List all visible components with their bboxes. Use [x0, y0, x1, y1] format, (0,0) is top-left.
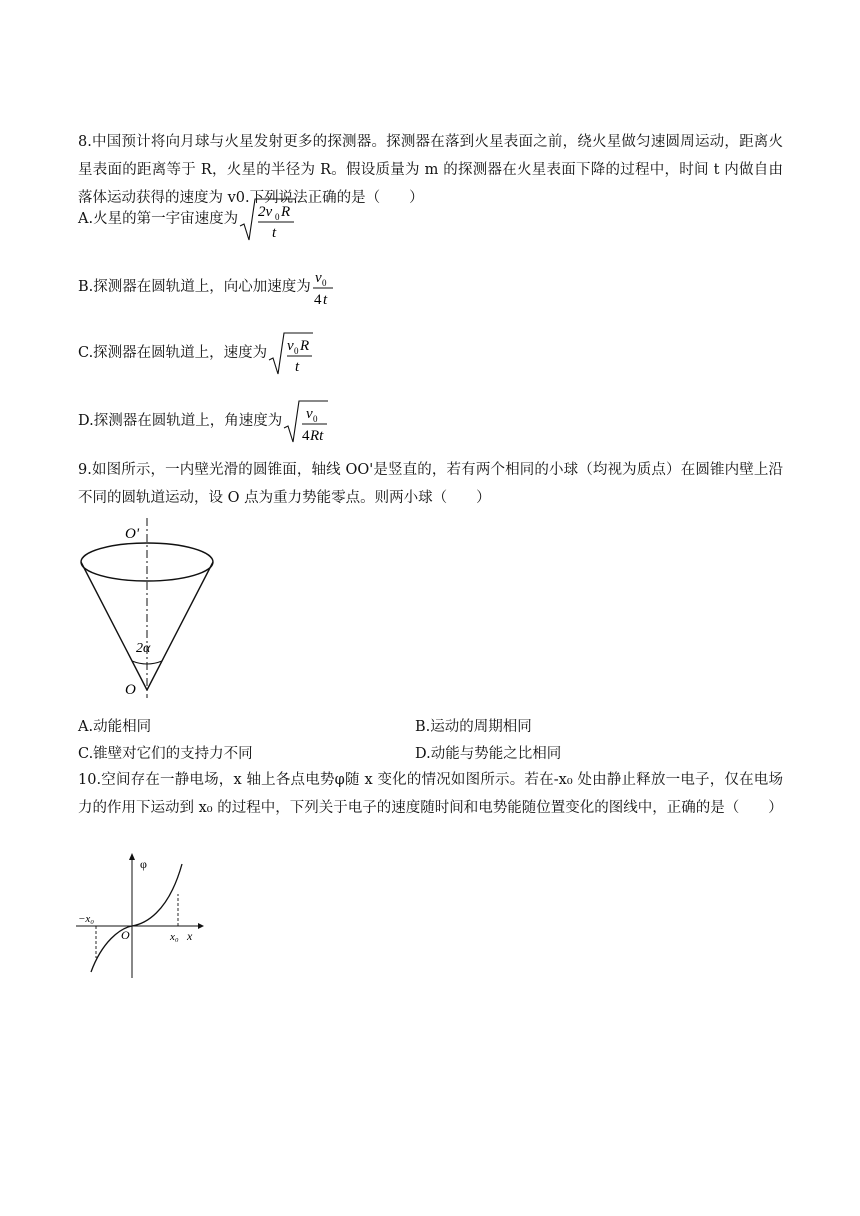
svg-text:R: R	[300, 338, 310, 354]
cone-angle-label: 2α	[136, 641, 151, 656]
q8-option-c-formula	[267, 330, 315, 376]
q8-option-d-formula	[282, 398, 330, 444]
q9-option-b: B.运动的周期相同	[415, 719, 532, 735]
q9-stem: 9.如图所示，一内壁光滑的圆锥面，轴线 OO'是竖直的，若有两个相同的小球（均视为质点）在圆锥内壁上沿不同的圆轨道运动，设 O 点为重力势能零点。则两小球（ ）	[78, 462, 783, 506]
q8-option-c-label: C.探测器在圆轨道上，速度为	[78, 345, 268, 361]
phi-axis-label: φ	[140, 857, 147, 871]
q8-option-b-formula	[311, 266, 335, 308]
q9-option-d: D.动能与势能之比相同	[415, 746, 562, 762]
svg-text:4: 4	[302, 428, 310, 444]
svg-text:t: t	[322, 292, 327, 308]
svg-text:0: 0	[275, 212, 280, 222]
q8-option-a-label: A.火星的第一宇宙速度为	[78, 211, 239, 227]
q9-option-c: C.锥壁对它们的支持力不同	[78, 746, 253, 762]
svg-text:4: 4	[313, 292, 322, 308]
svg-text:v: v	[287, 338, 294, 354]
q8-option-b	[78, 266, 335, 308]
svg-text:2v: 2v	[258, 204, 273, 220]
q8-option-d-label: D.探测器在圆轨道上，角速度为	[78, 413, 283, 429]
cone-label-top: O'	[125, 526, 140, 542]
cone-figure	[74, 514, 224, 702]
q8-option-a-formula	[238, 196, 296, 242]
q10-stem: 10.空间存在一静电场，x 轴上各点电势φ随 x 变化的情况如图所示。若在-x₀ 处由静止释放一电子，仅在电场力的作用下运动到 x₀ 的过程中，下列关于电子的速度随时间和电势能随位置变化的图线中，正确的是（ ）	[78, 772, 783, 816]
q8-option-a	[78, 196, 296, 242]
q8-option-b-label: B.探测器在圆轨道上，向心加速度为	[78, 279, 311, 295]
svg-text:0: 0	[313, 414, 318, 424]
cone-label-bottom: O	[125, 682, 136, 698]
origin-label: O	[121, 928, 130, 942]
q8-option-d	[78, 398, 330, 444]
svg-text:t: t	[272, 225, 277, 241]
q8-option-c	[78, 330, 315, 376]
svg-text:t: t	[295, 359, 300, 375]
svg-text:0: 0	[321, 278, 327, 288]
x-axis-label: x	[187, 929, 193, 943]
svg-text:R: R	[281, 204, 291, 220]
q9-option-a: A.动能相同	[78, 719, 152, 735]
phi-x-graph	[74, 852, 204, 980]
svg-text:Rt: Rt	[310, 428, 324, 444]
neg-x0-tick-label: −x₀	[78, 913, 95, 925]
svg-text:0: 0	[294, 346, 299, 356]
q8-stem: 8.中国预计将向月球与火星发射更多的探测器。探测器在落到火星表面之前，绕火星做匀速圆周运动，距离火星表面的距离等于 R，火星的半径为 R。假设质量为 m 的探测器在火星表面下降的过程中，时间 t 内做自由落体运动获得的速度为 v0.下列说法正确的是（ ）	[78, 134, 783, 206]
svg-text:v: v	[306, 406, 313, 422]
pos-x0-tick-label: x₀	[170, 931, 179, 943]
svg-text:v: v	[314, 270, 322, 286]
